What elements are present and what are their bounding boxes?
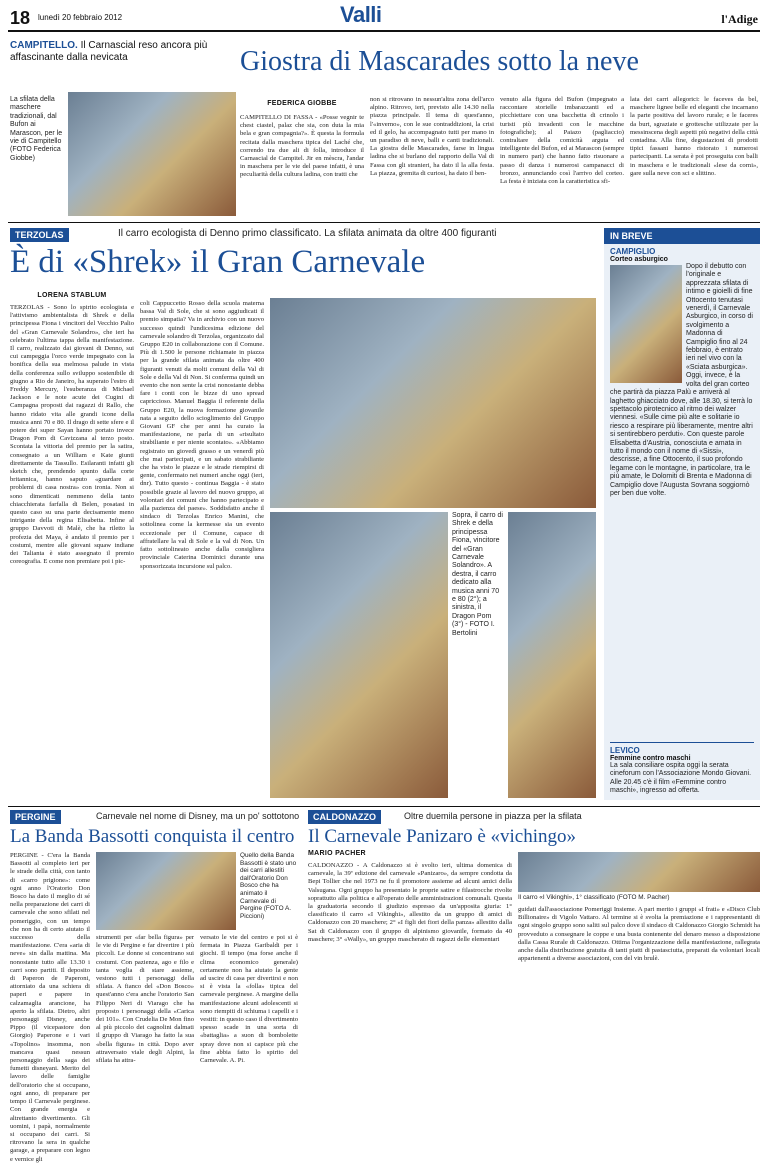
top-photo: [68, 92, 236, 216]
pergine-col-1: PERGINE - C'era la Banda Bassotti al completo ieri per le strade della città, con tanto di «carro prigione»: come ogni anno l'Oratorio Don Bosco ha dato il meglio di sé nella preparazione dei carri di carnevale che sono sfilati nel pomeriggio, con un tempo che non ha di certo aiutato il successo della manifestazione. C'era «aria di neve» sin dalla mattina. Ma nonostante tutto alle 13.30 i carri sono partiti. Il deposito di Paperon de Paperoni, attorniato da una schiera di paperi e papere in calzamaglia arancione, ha aperto la sfilata. Dietro, altri personaggi Disney, anche Pippo (il vicepastore don Giorgio) Paperone e i vari «Topolino» insomma, non mancava quasi nessun personaggio della saga dei fumetti disneyani. Merito del lavoro delle famiglie dell'oratorio che si occupano, ogni anno, di preparare per tempo il Carnevale perginese. Con grande energia e altrettanto divertimento. Gli uomini, i papà, normalmente si occupano dei carri. Si ritrovano la sera in qualche garage, a preparare con legno e vernice gli: [10, 852, 90, 1163]
mid-divider: [8, 806, 760, 807]
lead-tag: TERZOLAS: [10, 228, 69, 242]
sidebar-item-text: La sala consiliare ospita oggi la serata cineforum con l'Associazione Mondo Giovani. Alle 20.45 c'è il film «Femmine contro maschi», ingresso ad offerta.: [610, 762, 752, 795]
top-col-2: non si ritrovano in nessun'altra zona dell'arco alpino. Ritrovo, ieri, previsto alle 14.30 nella piazza principale. Il tema di quest'anno, l'«inverno», con le sue contraddizioni, la crisi ed il gelo, ha accompagnato tutti per mano in un paradiso di neve, balli e canti tradizionali. La giostra delle Mascarades, farse in lingua ladina che si burlano del rapporto della Val di Fassa con gli stranieri, ha dato il la alla festa. La piazza, gremita di curiosi, ha dato il ben-: [370, 96, 494, 177]
sidebar: [604, 228, 760, 800]
sidebar-item-subtitle: Femmine contro maschi: [610, 755, 691, 762]
lead-headline: È di «Shrek» il Gran Carnevale: [10, 244, 426, 280]
pergine-col-3: versato le vie del centro e poi si è fermata in Piazza Garibaldi per i giochi. Il tempo (ma forse anche il clima economico generale) certamente non ha aiutato la gente ad uscire di casa per divertirsi e non si è vista la «folla» tipica del carnevale perginese. A margine della manifestazione alcuni adolescenti si sono riempiti di schiuma i capelli e i vestiti: in questo caso il divertimento spesso scade in una sorta di «battaglia» a suon di bombolette spray dove non si capisce più che fine abbia fatto lo spirito del Carnevale. A. Pi.: [200, 934, 298, 1065]
caldonazzo-col-2: guidati dall'associazione Pomeriggi Insieme. A pari merito i gruppi «I frati» e «Disco Club Billionaire» di Vigolo Vattaro. Al termine si è svolta la premiazione e i rappresentanti di ogni singolo gruppo sono saliti sul palco dove il sindaco di Caldonazzo Giorgio Schmidt ha provveduto a consegnare le coppe e una busta contenente del denaro messo a disposizione dalla Cassa Rurale di Caldonazzo. Ottima l'organizzazione della manifestazione, rallegrata anche dalla distribuzione gratuita di tanti piatti di pastasciutta, preparati da volontari locali appartenenti a diverse associazioni, con del vin brulè.: [518, 906, 760, 963]
lead-photo-left: [270, 512, 448, 798]
sidebar-item-subtitle: Corteo asburgico: [610, 256, 668, 263]
pergine-headline: La Banda Bassotti conquista il centro: [10, 826, 295, 847]
sidebar-item-text: Dopo il debutto con l'originale e apprezzata sfilata di intimo e gioielli di fine Ottocento tenutasi venerdì, il Carnevale Asburgico, in corso di svolgimento a Madonna di Campiglio fino al 24 febbraio, è entrato ieri nel vivo con la «Sciata asburgica». Oggi, invece, è la volta del gran corteo che partirà da piazza Palù e arriverà al laghetto ghiacciato dove, alle 18.30, si terrà lo spettacolo pirotecnico al ritmo dei walzer viennesi. «Sulle cime più alte e solitarie io riesco a respirare più liberamente, mentre altri si sentirebbero perduti». Con queste parole Elisabetta d'Austria, conosciuta e amata in tutto il mondo con il nome di «Sissi», descrisse, a fine Ottocento, il suo profondo legame con le montagne, in particolare, tra le più amate, le Dolomiti di Brenta e Madonna di Campiglio dove l'Augusta Sovrana soggiornò per ben due volte.: [610, 263, 753, 497]
sidebar-rule: [610, 742, 754, 743]
lead-photo-caption: Sopra, il carro di Shrek e della principessa Fiona, vincitore del «Gran Carnevale Solandro». A destra, il carro dedicato alla musica anni 70 e 80 (2°); a sinistra, il Dragon Pom (3°) - FOTO I. Bertolini: [452, 512, 503, 637]
lead-byline: LORENA STABLUM: [37, 292, 107, 299]
header-rule: [8, 30, 760, 32]
lead-col-2: coli Cappuccetto Rosso della scuola materna bassa Val di Sole, che si sono aggiudicati il premio simpatia? Va in archivio con un nuovo successo quindi l'undicesima edizione del carnevale solandro di Terzolas, organizzato dal Gruppo E20 in collaborazione con il Comune. Più di 1.500 le persone richiamate in piazza per la grande sfilata animata da oltre 400 figuranti venuti da molti comuni della Val di Sole e della Val di Non. Si conferma quindi un evento che non sente la crisi nonostante debba fare i conti con le bizze di uno spread capriccioso. Manuel Baggia il referente della Gruppo E20, la nuova formazione giovanile nata a seguito dello scioglimento del Gruppo Giovani GF che per anni ha curato la manifestazione, ne parla di un «risultato strabiliante e per niente scontato». «Abbiamo registrato un giovedì grasso e un venerdì più che mai partecipati, e un sabato strabiliante che ha visto le piazze e le strade riempirsi di gente, confermato nei numeri anche oggi (ieri, dnr). Tutto questo - continua Baggia - è stato possibile grazie al lavoro del nuovo gruppo, ai volontari dei comuni che hanno partecipato e alla pazienza del paese». Soddisfatto anche il sindaco di Terzolas Enrico Manini, che sottolinea come la kermesse sia un evento eccezionale per il Comune, capace di affratellare la val di Sole e la val di Non. Un fatto sottolineato anche dalla consigliera provinciale Caterina Dominici durante una sponsorizzata incursione sul palco.: [140, 300, 264, 570]
sidebar-title: IN BREVE: [604, 228, 760, 244]
lead-kicker: Il carro ecologista di Denno primo classificato. La sfilata animata da oltre 400 figuranti: [118, 228, 497, 239]
top-col-1: CAMPITELLO DI FASSA - «Posse vegnir te chest ciastel, palaz che sia, con duta la mia bela e gran compagnia?». È questa la formula recitata dalla maschera tipica del Laché che, correndo tra due ali di folla, introduce il Carnascial de Campitel. Jir en mèscra, l'andar in maschera per le vie del paese infatti, è una peculiarità della cultura ladina, con tratti che: [240, 114, 364, 179]
top-byline: FEDERICA GIOBBE: [267, 100, 337, 107]
pergine-kicker: Carnevale nel nome di Disney, ma un po' sottotono: [96, 811, 300, 821]
pergine-col-2: strumenti per «far bella figura» per le vie di Pergine e far divertire i più piccoli. Le donne si concentrano sui costumi. Con pazienza, ago e filo e tanta voglia di stare assieme, vestono tutti i personaggi della sfilata. A fianco del «Don Bosco» quest'anno c'era anche l'oratorio San Filippo Neri di Viarago che ha proposto i personaggi della «Carica dei 101». Con Crudelia De Mon fino al più piccolo dei cagnolini dalmati il gruppo di Viarago ha fatto la sua «bella figura» in città. Dopo aver attraversato viale degli Alpini, la sfilata ha attra-: [96, 934, 194, 1065]
caldonazzo-byline: MARIO PACHER: [308, 850, 366, 857]
sidebar-item-place: CAMPIGLIO: [610, 247, 656, 256]
top-kicker-text: Il Carnascial reso ancora più affascinante dalla nevicata: [10, 40, 208, 63]
section-title: Valli: [340, 2, 382, 27]
top-col-4: lata dei carri allegorici: le faceves da bel, maschere lignee belle ed eleganti che incarnano la parte positiva del lavoro rurale; e le faceres da burt, sgraziate e grottesche utilizzate per la messinscena degli aspetti più negativi della città contadina. Alla fine, degustazioni di prodotti tipici fassani hanno ristorato i numerosi partecipanti. La serata è poi proseguita con balli in maschera e le tradizionali «lese da corni», gare sulla neve con sci e slittino.: [630, 96, 758, 177]
page-date: lunedì 20 febbraio 2012: [38, 13, 123, 22]
top-divider: [8, 222, 760, 223]
caldonazzo-photo-caption: Il carro «I Vikinghi», 1° classificato (FOTO M. Pacher): [518, 894, 670, 901]
lead-photo-right: [508, 512, 596, 798]
top-photo-caption: La sfilata della maschere tradizionali, dal Bufon ai Marascon, per le vie di Campitello (FOTO Federica Giobbe): [10, 96, 63, 162]
caldonazzo-photo: [518, 852, 760, 892]
masthead: l'Adige: [721, 12, 758, 26]
top-headline: Giostra di Mascarades sotto la neve: [240, 46, 639, 77]
caldonazzo-col-1: CALDONAZZO - A Caldonazzo si è svolto ieri, ultima domenica di carnevale, la 39ª edizione del carnevale «Panizaro», da sempre condotta da Bepi Tollier che nel 1973 ne fu il promotore assieme ad alcuni amici della Valsugana. Ogni gruppo ha presentato le proprie satire e filastrocche rivolte soprattutto alla politica e all'operato delle amministrazioni comunali. Questa la graduatoria secondo il giudizio espresso da un'apposita giuria: 1° classificato il carro «I Vikinghi», allestito da un gruppo di amici di Caldonazzo con 20 maschere; 2° «I figli dei fiori della panza» allestito dalla Sat di Caldonazzo con il gruppo di alpinismo giovanile, formato da 40 maschere; 3° «Wally», un gruppo mascherato di ragazzi delle elementari: [308, 862, 512, 943]
caldonazzo-headline: Il Carnevale Panizaro è «vichingo»: [308, 826, 577, 847]
caldonazzo-tag: CALDONAZZO: [308, 810, 381, 824]
top-kicker: [10, 40, 230, 64]
page-number: 18: [10, 8, 31, 28]
top-kicker-place: CAMPITELLO.: [10, 40, 78, 51]
lead-col-1: TERZOLAS - Sono lo spirito ecologista e l'attivismo ambientalista di Shrek e della principessa Fiona i vincitori del Vecchio Palio del «Gran Carnevale Solandro», che ieri ha celebrato l'ultima tappa della manifestazione. Il carro, realizzato dai giovani di Denno, sui cui campeggia l'orco verde impegnato con la bonifica della sua melmosa palude in vista della conferenza sullo sviluppo sostenibile di giugno a Rio de Janeiro, ha superato l'estro di Freddy Mercury, l'esuberanza di Michael Jackson e le note acute dei Cugini di Campagna proposti dai ragazzi di Rallo, che hanno ridato vita alle grandi icone della musica anni 70 e 80. Il drago di sette sfere e il potere dei super Sayan hanno portato invece Dragon Pom di Cavizzana al terzo posto. Scontata la vittoria del premio per la satira, consegnato a un William e Kate giunti direttamente da Tassullo. Esilaranti infatti gli sketch che, prendendo spunto dalla corte britannica, hanno saputo «guardare ai problemi di casa nostra» con ironia. Non si sono dimenticati nemmeno della tanto chiacchierata farfalla di Belen, posatasi in questo caso su una parte decisamente meno intrigante della regina Elisabetta. Infine al gruppo Davvoti di Malè, che ha riletto la profezia dei Maya, è andato il premio per i costumi, mentre alle giovani squaw indiane dei Talianta è stato assegnato il premio coreografia. E come non premiare poi i pic-: [10, 304, 134, 566]
pergine-photo: [96, 852, 236, 930]
sidebar-item-place: LEVICO: [610, 746, 640, 755]
top-col-3: venuto alla figura del Bufon (impegnato a raccontare storielle imbarazzanti ed a picchiettare con una bacchetta di crinolo i turisti più invadenti con le macchine fotografiche); al Paiazo (pagliaccio) contraltare della comicità arguta ed intelligente del Bufon, ed ai Marascon (sempre in numero pari) che hanno fatto risuonare a passo di danza i numerosi campanacci di bronzo, annunciando così l'arrivo del corteo. La festa è iniziata con la caratteristica sfi-: [500, 96, 624, 186]
sidebar-photo: [610, 265, 682, 383]
lead-photo-main: [270, 298, 596, 508]
pergine-tag: PERGINE: [10, 810, 61, 824]
caldonazzo-kicker: Oltre duemila persone in piazza per la sfilata: [404, 811, 582, 821]
pergine-photo-caption: Quello della Banda Bassotti è stato uno dei carri allestiti dall'Oratorio Don Bosco che ha animato il Carnevale di Pergine (FOTO A. Piccioni): [240, 852, 297, 920]
